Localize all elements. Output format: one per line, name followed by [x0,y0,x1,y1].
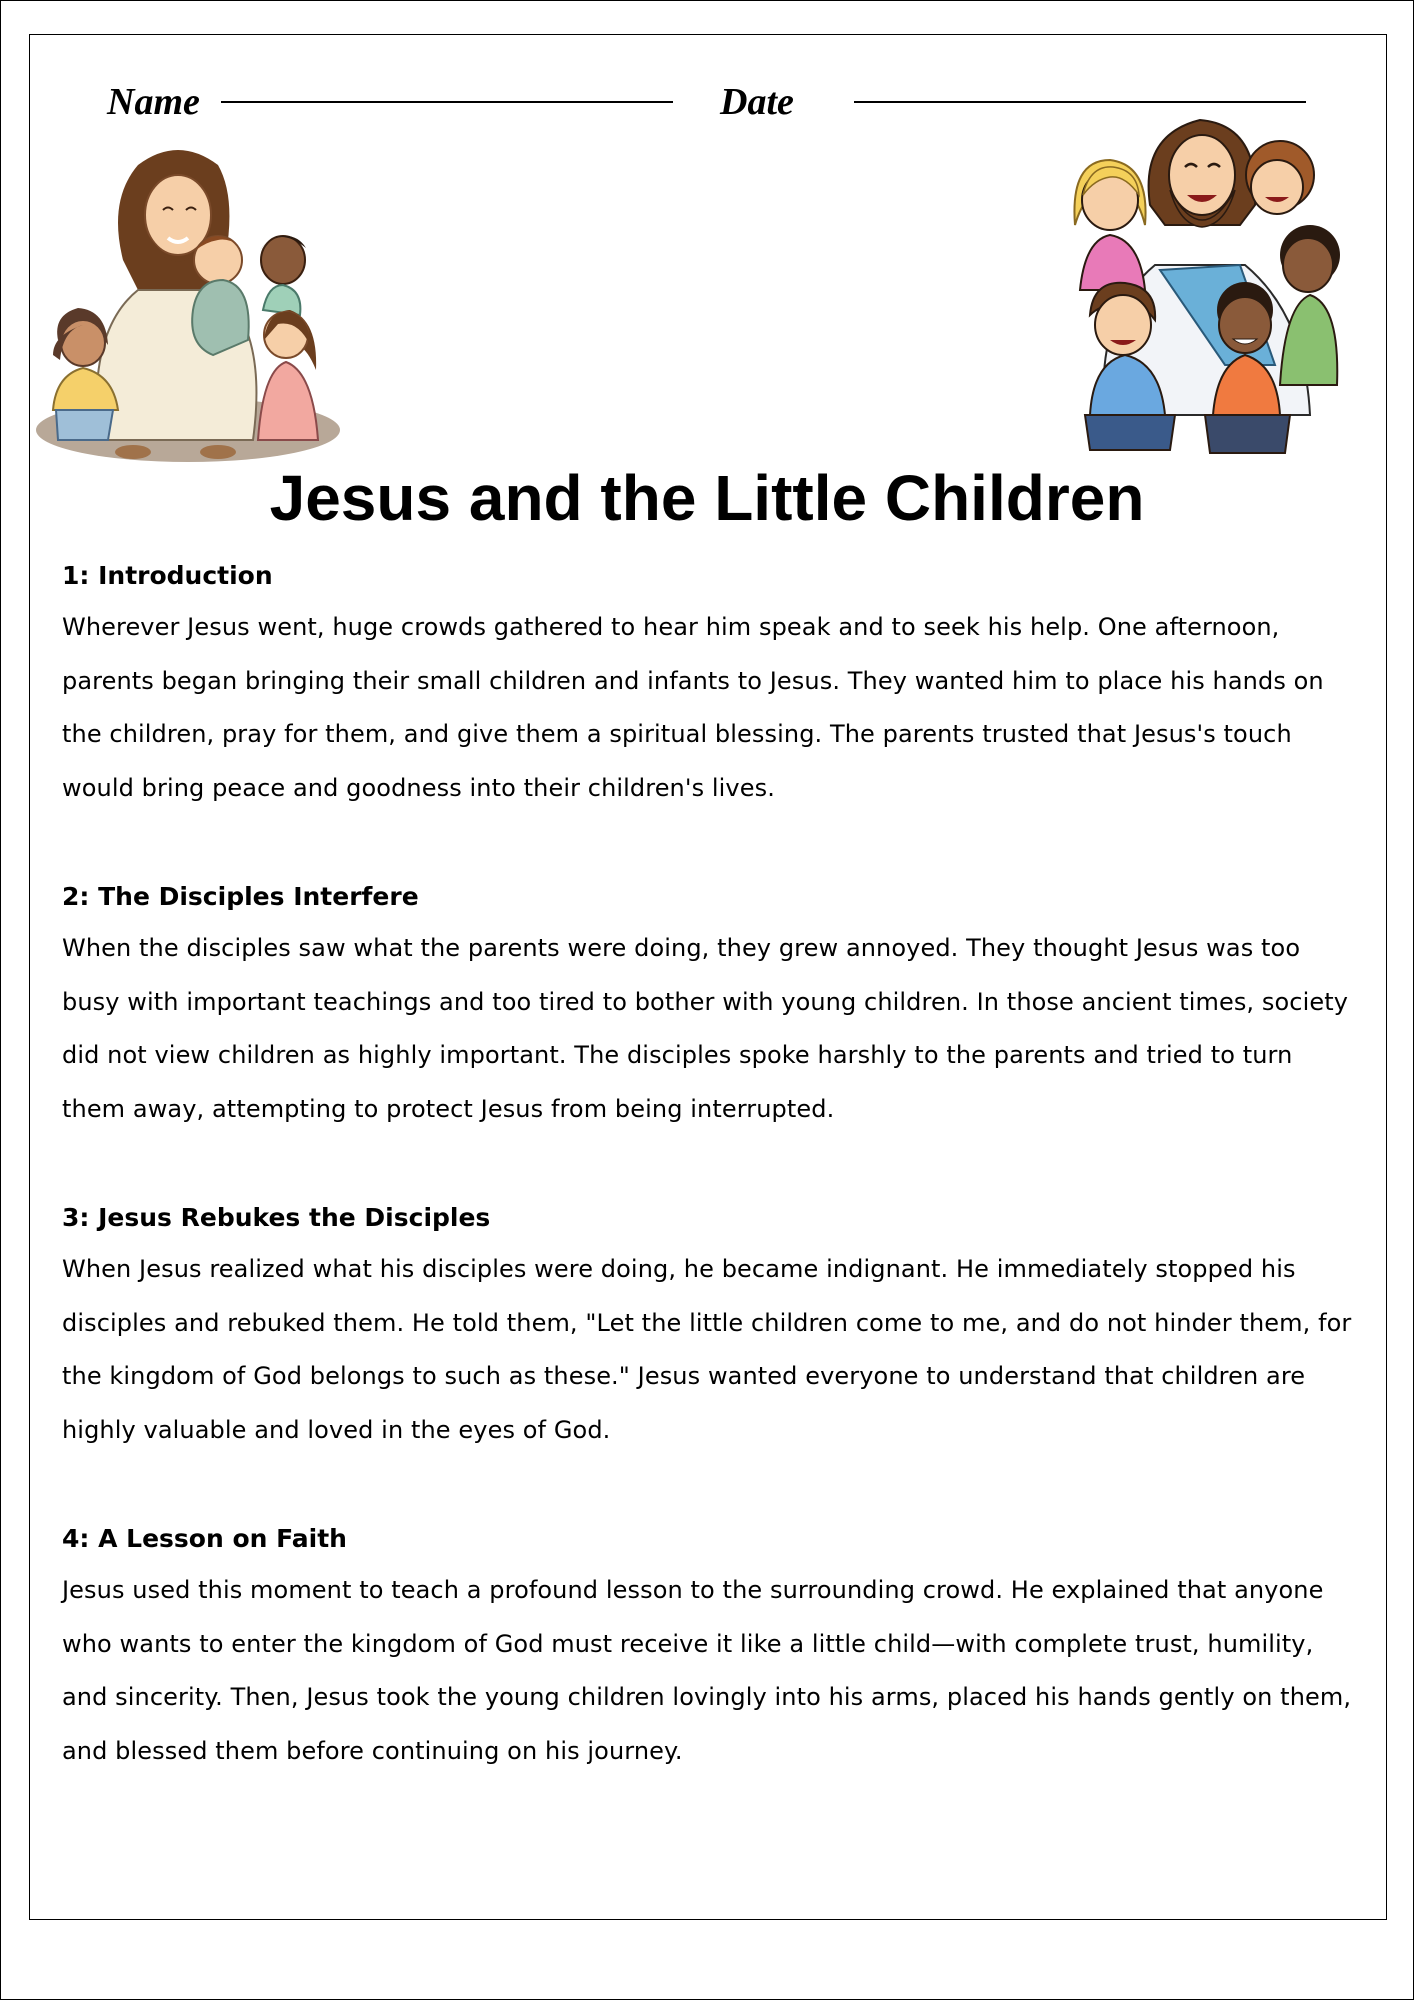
section-introduction [62,560,1362,815]
section-heading: 4: A Lesson on Faith [62,1524,347,1553]
jesus-with-children-illustration-right [1065,115,1355,460]
section-lesson-on-faith [62,1523,1362,1778]
page-title: Jesus and the Little Children [269,462,1145,534]
section-disciples-interfere [62,881,1362,1136]
name-label: Name [107,81,200,123]
jesus-with-children-illustration-left [28,140,343,465]
section-heading: 1: Introduction [62,561,273,590]
date-line[interactable] [854,101,1306,103]
section-heading: 2: The Disciples Interfere [62,882,419,911]
date-label: Date [720,81,794,123]
section-heading: 3: Jesus Rebukes the Disciples [62,1203,491,1232]
name-line[interactable] [221,101,673,103]
section-body: Jesus used this moment to teach a profound lesson to the surrounding crowd. He explained that anyone who wants to enter the kingdom of God must receive it like a little child—with complete trust, humility, and sincerity. Then, Jesus took the young children lovingly into his arms, placed his hands gently on them, and blessed them before continuing on his journey. [62,1576,1352,1765]
section-body: When the disciples saw what the parents were doing, they grew annoyed. They thought Jesus was too busy with important teachings and too tired to bother with young children. In those ancient times, society did not view children as highly important. The disciples spoke harshly to the parents and tried to turn them away, attempting to protect Jesus from being interrupted. [62,934,1349,1123]
section-body: When Jesus realized what his disciples were doing, he became indignant. He immediately stopped his disciples and rebuked them. He told them, "Let the little children come to me, and do not hinder them, for the kingdom of God belongs to such as these." Jesus wanted everyone to understand that children are highly valuable and loved in the eyes of God. [62,1255,1352,1444]
section-body: Wherever Jesus went, huge crowds gathered to hear him speak and to seek his help. One afternoon, parents began bringing their small children and infants to Jesus. They wanted him to place his hands on the children, pray for them, and give them a spiritual blessing. The parents trusted that Jesus's touch would bring peace and goodness into their children's lives. [62,613,1324,802]
section-jesus-rebukes [62,1202,1362,1457]
